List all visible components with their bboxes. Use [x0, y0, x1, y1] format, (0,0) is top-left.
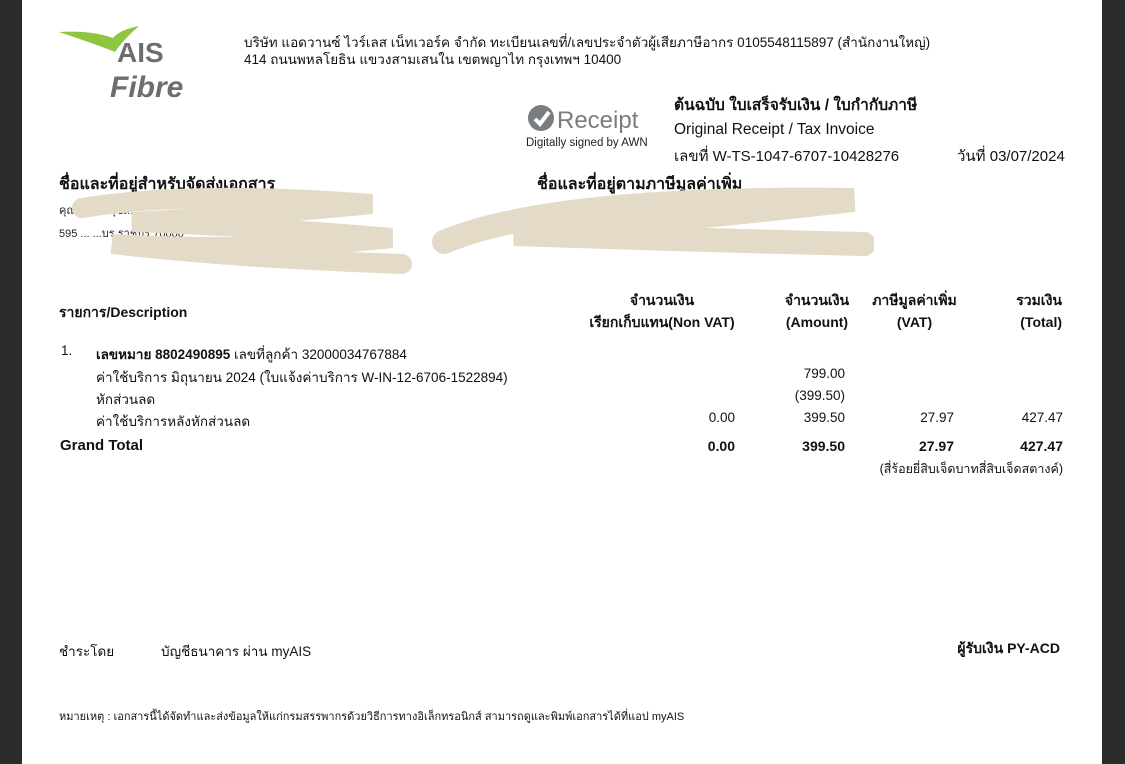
- line-discount: หักส่วนลด: [96, 392, 156, 407]
- line-service-amount: 799.00: [803, 366, 845, 381]
- document-title: [674, 94, 917, 142]
- title-thai: ต้นฉบับ ใบเสร็จรับเงิน / ใบกำกับภาษี: [674, 97, 918, 114]
- after-amount: 399.50: [803, 410, 845, 425]
- col-header-total: [1002, 289, 1062, 333]
- redaction-left: [72, 186, 412, 276]
- line-after-discount: ค่าใช้บริการหลังหักส่วนลด: [96, 414, 251, 429]
- col-header-total-line-1: รวมเงิน: [1016, 292, 1062, 308]
- redaction-right: [414, 186, 874, 266]
- col-header-description: รายการ/Description: [59, 304, 188, 320]
- vat-address-heading: ชื่อและที่อยู่ตามภาษีมูลค่าเพิ่ม: [537, 176, 743, 193]
- paid-by-value: บัญชีธนาคาร ผ่าน myAIS: [161, 644, 312, 659]
- title-english: Original Receipt / Tax Invoice: [674, 121, 875, 138]
- document-date: วันที่ 03/07/2024: [957, 148, 1065, 165]
- company-line-2: 414 ถนนพหลโยธิน แขวงสามเสนใน เขตพญาไท กรุงเทพฯ 10400: [244, 52, 622, 67]
- col-header-nonvat-line-2: เรียกเก็บแทน(Non VAT): [589, 314, 735, 330]
- ship-address-line-2: 595 ... ...บร ราชบุร 70000: [59, 228, 184, 240]
- ship-address-line-1: คุณเกศรา สุขเ...: [59, 205, 137, 217]
- item-customer-number: เลขที่ลูกค้า 32000034767884: [230, 347, 407, 362]
- digitally-signed-text: Digitally signed by AWN: [526, 137, 648, 149]
- company-line-1: บริษัท แอดวานซ์ ไวร์เลส เน็ทเวอร์ค จำกัด ทะเบียนเลขที่/เลขประจำตัวผู้เสียภาษีอากร 0105548115897 (สำนักงานใหญ่): [244, 35, 931, 50]
- document-number: เลขที่ W-TS-1047-6707-10428276: [674, 148, 900, 165]
- col-header-amount: [767, 289, 867, 333]
- paid-by-label: ชำระโดย: [59, 644, 115, 659]
- ereceipt-logo-text: Receipt: [557, 107, 639, 134]
- item-header: [96, 343, 407, 365]
- after-vat: 27.97: [920, 410, 954, 425]
- line-discount-amount: (399.50): [794, 388, 845, 403]
- after-nonvat: 0.00: [708, 410, 735, 425]
- grand-total-total: 427.47: [1020, 438, 1063, 454]
- grand-total-amount: 399.50: [802, 438, 845, 454]
- company-info: [244, 34, 930, 68]
- col-header-vat-line-1: ภาษีมูลค่าเพิ่ม: [872, 292, 957, 308]
- grand-total-words: (สี่ร้อยยี่สิบเจ็ดบาทสี่สิบเจ็ดสตางค์): [879, 462, 1063, 476]
- col-header-vat: [862, 289, 967, 333]
- col-header-nonvat-line-1: จำนวนเงิน: [629, 292, 695, 308]
- after-total: 427.47: [1021, 410, 1063, 425]
- col-header-amount-line-2: (Amount): [785, 314, 849, 330]
- item-number: 1.: [61, 343, 73, 358]
- item-phone-number: เลขหมาย 8802490895: [96, 347, 231, 362]
- line-service: ค่าใช้บริการ มิถุนายน 2024 (ใบแจ้งค่าบริการ W-IN-12-6706-1522894): [96, 370, 508, 385]
- grand-total-label: Grand Total: [60, 437, 144, 454]
- ais-fibre-logo: [55, 22, 215, 102]
- col-header-nonvat: [587, 289, 737, 333]
- logo-text-fibre: Fibre: [110, 71, 184, 102]
- grand-total-vat: 27.97: [918, 438, 954, 454]
- receipt-page: [22, 0, 1102, 764]
- shipping-address-heading: ชื่อและที่อยู่สำหรับจัดส่งเอกสาร: [59, 176, 276, 193]
- col-header-amount-line-1: จำนวนเงิน: [784, 292, 850, 308]
- receiver: ผู้รับเงิน PY-ACD: [957, 640, 1060, 656]
- footer-note: หมายเหตุ : เอกสารนี้ได้จัดทำและส่งข้อมูลให้แก่กรมสรรพากรด้วยวิธีการทางอิเล็กทรอนิกส์ สามารถดูและพิมพ์เอกสารได้ที่แอป myAIS: [59, 711, 685, 723]
- logo-text-ais: AIS: [117, 37, 164, 68]
- ereceipt-logo: [525, 102, 670, 152]
- col-header-vat-line-2: (VAT): [896, 314, 933, 330]
- col-header-total-line-2: (Total): [1020, 314, 1062, 330]
- grand-total-nonvat: 0.00: [707, 438, 735, 454]
